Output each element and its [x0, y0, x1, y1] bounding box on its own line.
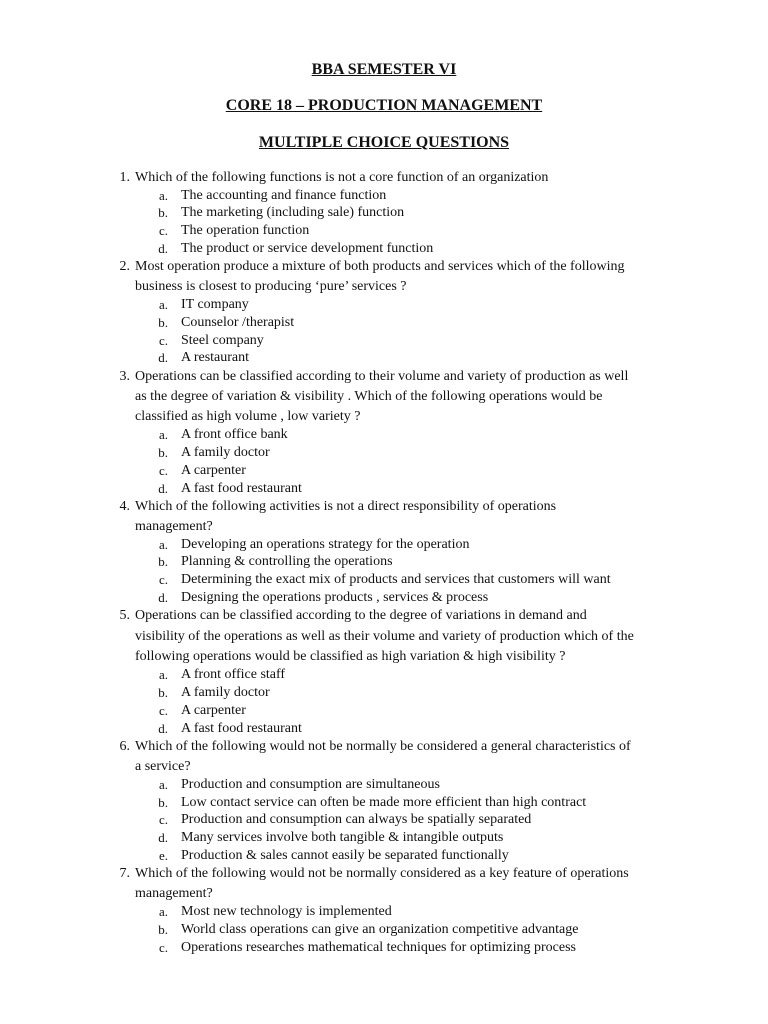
- option-text: Production and consumption can always be spatially separated: [181, 812, 532, 827]
- option-letter: b.: [158, 315, 168, 330]
- option-text: A family doctor: [181, 445, 270, 460]
- option-letter: a.: [158, 297, 168, 312]
- option-letter: a.: [158, 667, 168, 682]
- option-letter: c.: [158, 333, 168, 348]
- option-letter: b.: [158, 795, 168, 810]
- question-text: business is closest to producing ‘pure’ services ?: [135, 279, 407, 294]
- option-letter: d.: [158, 350, 168, 365]
- question-number: 2.: [119, 259, 130, 274]
- option-letter: c.: [158, 223, 168, 238]
- option-letter: b.: [158, 685, 168, 700]
- question-text: Operations can be classified according to the degree of variations in demand and: [135, 608, 587, 623]
- question-number: 3.: [119, 369, 130, 384]
- option-letter: d.: [158, 241, 168, 256]
- option-text: The marketing (including sale) function: [181, 205, 405, 220]
- option-text: A fast food restaurant: [181, 721, 302, 736]
- question-text: as the degree of variation & visibility . Which of the following operations would be: [135, 389, 603, 404]
- section-title: MULTIPLE CHOICE QUESTIONS: [258, 134, 510, 151]
- question-text: visibility of the operations as well as their volume and variety of production which of the: [135, 629, 634, 644]
- question-text: Which of the following functions is not a core function of an organization: [135, 170, 549, 185]
- option-letter: a.: [158, 777, 168, 792]
- option-letter: a.: [158, 427, 168, 442]
- option-text: Operations researches mathematical techniques for optimizing process: [181, 940, 576, 955]
- option-text: The accounting and finance function: [181, 188, 387, 203]
- option-text: A carpenter: [181, 463, 246, 478]
- question-text: following operations would be classified as high variation & high visibility ?: [135, 649, 566, 664]
- question-text: management?: [135, 886, 213, 901]
- question-text: Which of the following activities is not a direct responsibility of operations: [135, 499, 557, 514]
- option-text: Determining the exact mix of products and services that customers will want: [181, 572, 611, 587]
- option-letter: e.: [158, 848, 168, 863]
- course-title: CORE 18 – PRODUCTION MANAGEMENT: [225, 97, 543, 114]
- question-number: 6.: [119, 739, 130, 754]
- question-text: Most operation produce a mixture of both products and services which of the following: [135, 259, 625, 274]
- question-number: 7.: [119, 866, 130, 881]
- option-letter: a.: [158, 188, 168, 203]
- option-letter: b.: [158, 554, 168, 569]
- option-text: A front office staff: [181, 667, 286, 682]
- question-text: classified as high volume , low variety ?: [135, 409, 361, 424]
- question-text: a service?: [135, 759, 191, 774]
- option-text: A restaurant: [181, 350, 250, 365]
- option-letter: c.: [158, 940, 168, 955]
- option-text: Developing an operations strategy for the operation: [181, 537, 470, 552]
- option-letter: d.: [158, 481, 168, 496]
- option-text: Counselor /therapist: [181, 315, 295, 330]
- option-text: Most new technology is implemented: [181, 904, 392, 919]
- option-text: Low contact service can often be made more efficient than high contract: [181, 795, 587, 810]
- option-text: The operation function: [181, 223, 310, 238]
- option-text: A front office bank: [181, 427, 288, 442]
- option-text: Designing the operations products , services & process: [181, 590, 489, 605]
- option-letter: b.: [158, 445, 168, 460]
- option-letter: c.: [158, 812, 168, 827]
- question-text: Operations can be classified according to their volume and variety of production as well: [135, 369, 629, 384]
- question-number: 4.: [119, 499, 130, 514]
- option-text: The product or service development function: [181, 241, 434, 256]
- option-letter: c.: [158, 463, 168, 478]
- option-text: IT company: [181, 297, 249, 312]
- question-number: 1.: [119, 170, 130, 185]
- question-text: Which of the following would not be normally considered as a key feature of operations: [135, 866, 629, 881]
- option-letter: c.: [158, 703, 168, 718]
- option-text: A carpenter: [181, 703, 246, 718]
- question-text: management?: [135, 519, 213, 534]
- option-text: Many services involve both tangible & intangible outputs: [181, 830, 504, 845]
- document-title: BBA SEMESTER VI: [311, 61, 457, 78]
- option-letter: a.: [158, 904, 168, 919]
- option-text: Production and consumption are simultaneous: [181, 777, 440, 792]
- option-text: Production & sales cannot easily be separated functionally: [181, 848, 509, 863]
- option-letter: d.: [158, 590, 168, 605]
- option-letter: b.: [158, 205, 168, 220]
- option-letter: d.: [158, 721, 168, 736]
- option-text: World class operations can give an organization competitive advantage: [181, 922, 579, 937]
- option-text: Planning & controlling the operations: [181, 554, 393, 569]
- option-letter: a.: [158, 537, 168, 552]
- option-letter: d.: [158, 830, 168, 845]
- option-text: Steel company: [181, 333, 264, 348]
- option-text: A fast food restaurant: [181, 481, 302, 496]
- question-number: 5.: [119, 608, 130, 623]
- option-letter: c.: [158, 572, 168, 587]
- question-text: Which of the following would not be normally be considered a general characteristics of: [135, 739, 631, 754]
- option-text: A family doctor: [181, 685, 270, 700]
- option-letter: b.: [158, 922, 168, 937]
